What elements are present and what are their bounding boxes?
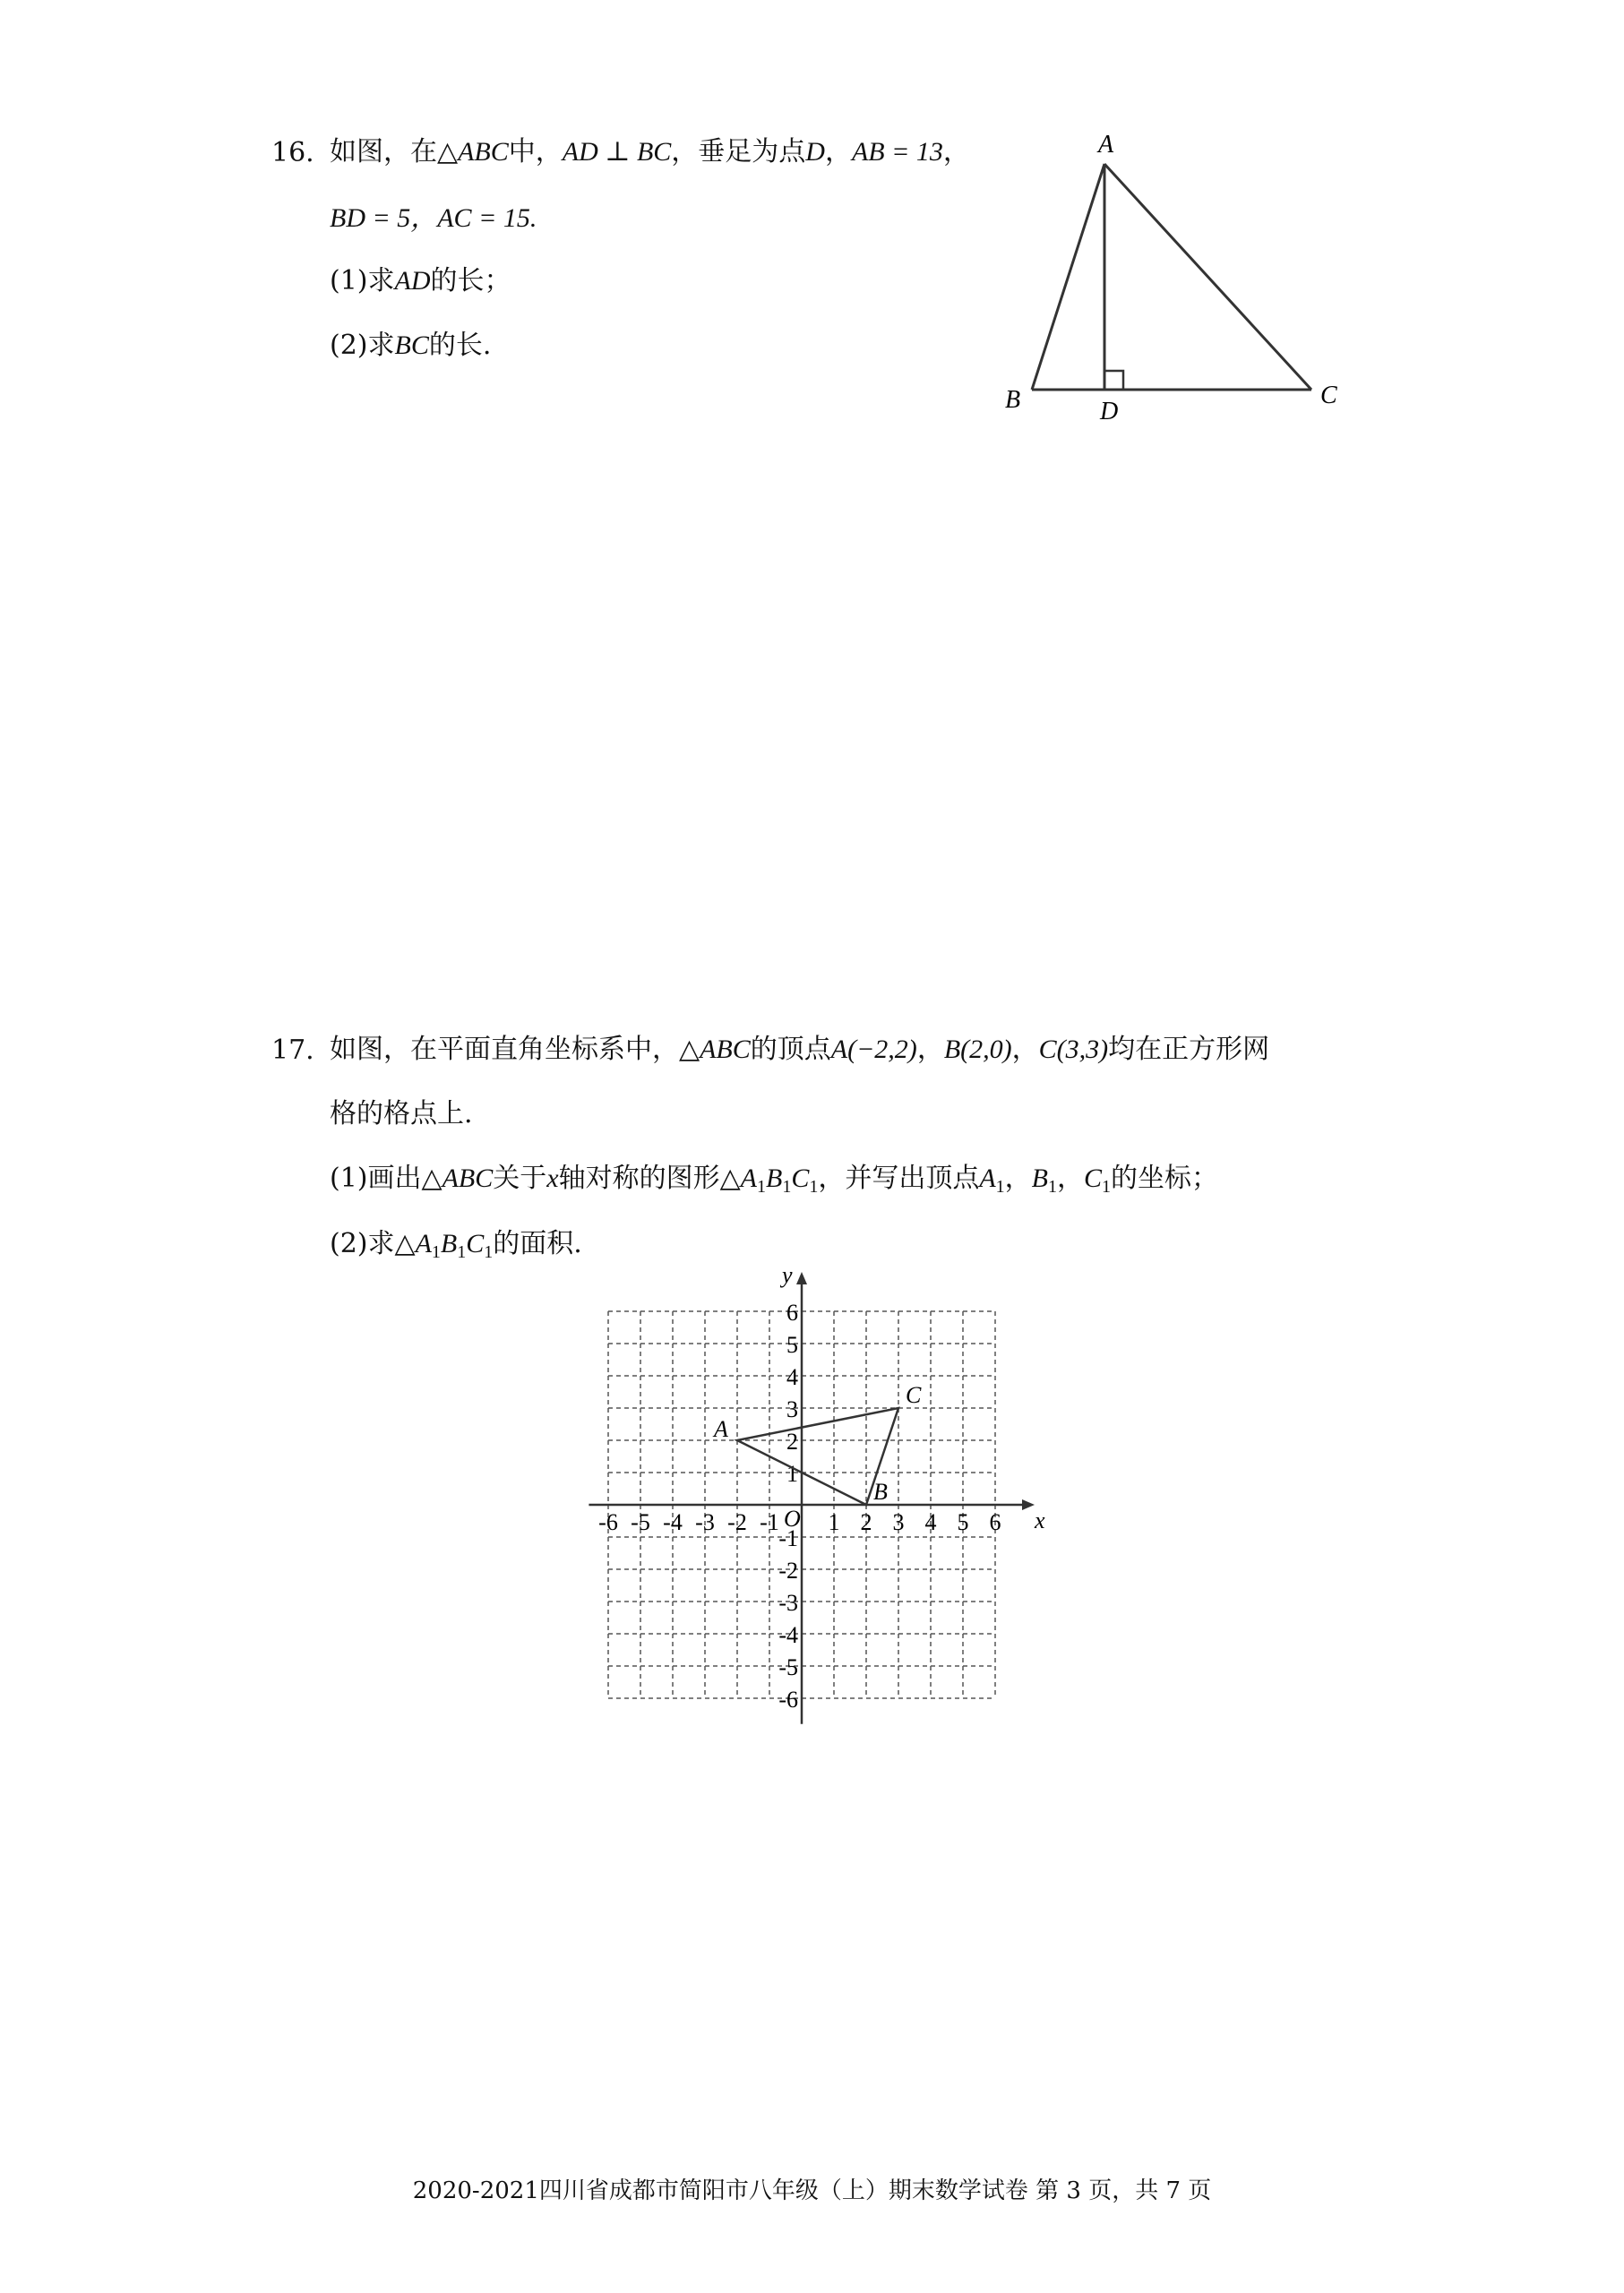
y-tick-label: -4 [778,1622,798,1648]
q17-part1-vertex-b1: $B_1$ [1031,1164,1057,1197]
y-tick-label: 5 [786,1332,798,1358]
q17-point-b: B(2,0) [943,1035,1012,1064]
q16-part2-segment: BC [394,331,429,360]
q17-part1-text: 轴对称的图形△ [558,1163,741,1194]
q16-part1-segment: AD [394,266,431,296]
y-tick-label: 3 [786,1396,798,1422]
q16-number: 16. [271,137,314,168]
q17-part1-vertex-a1: $A_1$ [979,1164,1005,1197]
y-tick-label: -1 [778,1525,798,1551]
y-tick-label: -2 [778,1558,798,1584]
y-tick-label: -6 [778,1687,798,1713]
q16-part1-text: 的长； [430,265,511,296]
q17-point-c: C(3,3) [1038,1035,1109,1064]
q17-part2 [330,1228,582,1268]
y-tick-label: 6 [786,1300,798,1326]
q17-coordinate-grid [573,1263,1057,1747]
x-tick-label: 3 [892,1509,905,1535]
q16-part1-text: (1)求 [330,265,395,296]
label-a: A [1098,131,1114,159]
q16-text: 中， [508,136,563,167]
x-tick-label: -1 [760,1509,779,1535]
y-tick-label: -5 [778,1654,798,1680]
label-d: D [1100,398,1119,421]
vertex-label-a: A [714,1416,728,1442]
x-tick-label: 2 [860,1509,872,1535]
q17-text: ， [1011,1034,1039,1065]
q16-triangle-name: ABC [458,137,509,167]
segment-ab [1032,164,1104,390]
x-tick-label: 4 [924,1509,937,1535]
y-tick-label: 2 [786,1429,798,1455]
q16-part1 [330,265,511,297]
q17-part1-text: 关于 [493,1163,547,1194]
q16-perpendicular-condition: AD ⊥ BC [562,137,672,167]
x-tick-label: -2 [727,1509,747,1535]
y-tick-label: 4 [786,1364,798,1390]
q16-part2-text: (2)求 [330,330,395,361]
q17-part1-vertex-c1: $C_1$ [1083,1164,1111,1197]
q16-triangle-figure [985,116,1362,421]
q17-part1-text: ，并写出顶点 [818,1163,980,1194]
y-axis-arrow [796,1272,807,1284]
q17-part1-text: 的坐标； [1111,1163,1218,1194]
q16-part2-text: 的长. [428,330,492,361]
q17-part1: (1)画出△ABC关于x轴对称的图形$\triangle A_1B_1C_1$，并写出顶点$A_1$，$B_1$，$C_1$的坐标； [330,1163,1218,1197]
label-c: C [1320,382,1337,409]
x-axis-label: x [1035,1507,1045,1533]
x-tick-label: 5 [957,1509,969,1535]
q16-text: ，垂足为点 [671,136,806,167]
segment-ac [1104,164,1311,390]
q16-statement-line2: BD = 5，AC = 15. [330,203,537,233]
q16-ab-length: AB = 13 [851,137,943,167]
q17-statement-line2: 格的格点上. [330,1098,473,1129]
q17-part1-image-triangle: $A_1B_1C_1$ [740,1164,819,1197]
q17-part2-text: (2)求△ [330,1228,416,1259]
x-tick-label: -4 [663,1509,683,1535]
origin-label: O [784,1506,801,1532]
y-tick-label: -3 [778,1590,798,1616]
q16-part2 [330,330,491,362]
y-tick-label: 1 [786,1461,798,1487]
q16-text: ， [824,136,852,167]
right-angle-mark [1104,371,1123,390]
q17-text: 的顶点 [750,1034,831,1065]
q16-text: ， [942,136,970,167]
q16-statement-line1 [330,136,970,168]
x-tick-label: 6 [989,1509,1001,1535]
q17-part1-text: (1)画出△ [330,1163,443,1194]
q17-text: 如图，在平面直角坐标系中，△ [330,1034,700,1065]
q16-text: 如图，在△ [330,136,459,167]
q17-part2-text: 的面积. [493,1228,582,1259]
q17-point-a: A(−2,2) [830,1035,917,1064]
page-footer: 2020-2021四川省成都市简阳市八年级（上）期末数学试卷 第 3 页，共 7 页 [412,2177,1212,2204]
q17-text: 均在正方形网 [1108,1034,1270,1065]
q16-foot-point: D [805,137,825,167]
vertex-label-b: B [873,1479,888,1505]
q17-part1-axis: x [546,1164,559,1193]
x-tick-label: -3 [695,1509,715,1535]
y-axis-label: y [782,1263,793,1288]
q17-part1-triangle: ABC [442,1164,494,1193]
q17-number: 17. [271,1035,314,1066]
x-tick-label: -6 [598,1509,618,1535]
q17-triangle-name: ABC [700,1035,751,1064]
x-tick-label: 1 [828,1509,840,1535]
x-axis-arrow [1022,1499,1035,1510]
label-b: B [1005,386,1021,414]
q17-part2-triangle: $A_1B_1C_1$ [415,1229,494,1262]
vertex-label-c: C [906,1382,922,1408]
x-tick-label: -5 [631,1509,650,1535]
q17-statement-line1 [330,1034,1269,1066]
q17-text: ， [916,1034,944,1065]
